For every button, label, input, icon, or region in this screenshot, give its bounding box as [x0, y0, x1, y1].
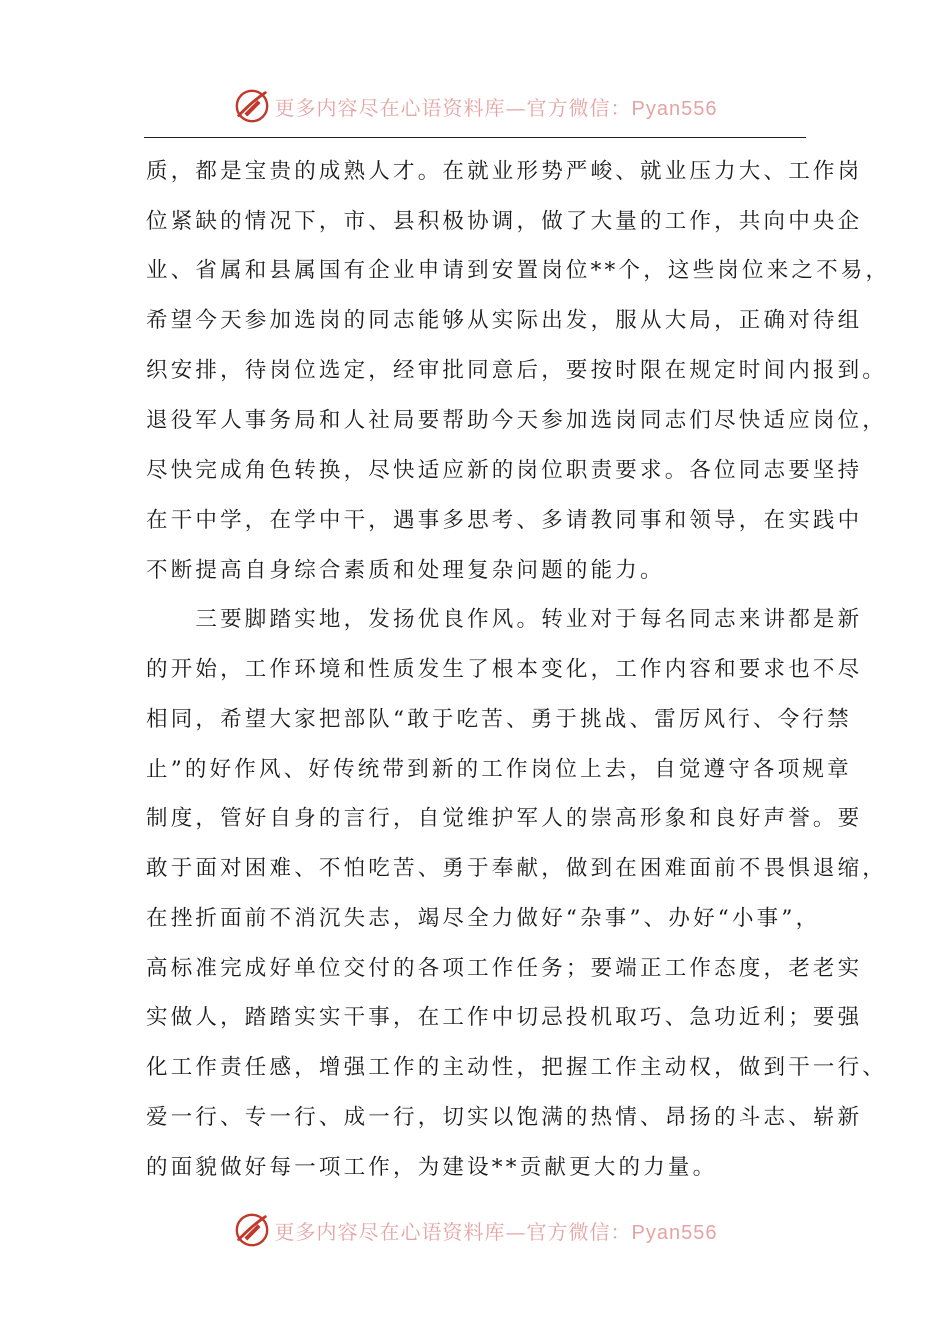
header-divider [144, 137, 806, 138]
text-line: 织安排，待岗位选定，经审批同意后，要按时限在规定时间内报到。 [146, 358, 888, 383]
text-line: 业、省属和县属国有企业申请到安置岗位**个，这些岗位来之不易， [146, 258, 891, 283]
text-line: 质，都是宝贵的成熟人才。在就业形势严峻、就业压力大、工作岗 [146, 159, 863, 184]
text-line: 的开始，工作环境和性质发生了根本变化，工作内容和要求也不尽 [146, 657, 863, 682]
header-text: 更多内容尽在心语资料库—官方微信：Pyan556 [274, 95, 718, 120]
text-line: 制度，管好自身的言行，自觉维护军人的崇高形象和良好声誉。要 [146, 806, 863, 831]
text-line: 爱一行、专一行、成一行，切实以饱满的热情、昂扬的斗志、崭新 [146, 1105, 863, 1130]
text-line: 高标准完成好单位交付的各项工作任务；要端正工作态度，老老实 [146, 956, 863, 981]
text-line: 退役军人事务局和人社局要帮助今天参加选岗同志们尽快适应岗位， [146, 408, 888, 433]
footer-banner [0, 1208, 950, 1252]
pen-logo-icon [233, 87, 271, 125]
text-line: 尽快完成角色转换，尽快适应新的岗位职责要求。各位同志要坚持 [146, 458, 863, 483]
text-line: 敢于面对困难、不怕吃苦、勇于奉献，做到在困难面前不畏惧退缩， [146, 856, 888, 881]
text-line: 在干中学，在学中干，遇事多思考、多请教同事和领导，在实践中 [146, 508, 863, 533]
pen-logo-icon [233, 1211, 271, 1249]
text-line: 止”的好作风、好传统带到新的工作岗位上去，自觉遵守各项规章 [146, 757, 852, 782]
text-line: 在挫折面前不消沉失志，竭尽全力做好“杂事”、办好“小事”， [146, 906, 821, 931]
text-line: 相同，希望大家把部队“敢于吃苦、勇于挑战、雷厉风行、令行禁 [146, 707, 852, 732]
text-line: 希望今天参加选岗的同志能够从实际出发，服从大局，正确对待组 [146, 308, 863, 333]
footer-text: 更多内容尽在心语资料库—官方微信：Pyan556 [274, 1219, 718, 1244]
text-line: 位紧缺的情况下，市、县积极协调，做了大量的工作，共向中央企 [146, 209, 863, 234]
text-line: 实做人，踏踏实实干事，在工作中切忌投机取巧、急功近利；要强 [146, 1005, 863, 1030]
text-line: 的面貌做好每一项工作，为建设**贡献更大的力量。 [146, 1155, 718, 1180]
text-line: 化工作责任感，增强工作的主动性，把握工作主动权，做到干一行、 [146, 1055, 888, 1080]
text-line: 三要脚踏实地，发扬优良作风。转业对于每名同志来讲都是新 [146, 607, 863, 632]
header-banner [0, 84, 950, 128]
text-line: 不断提高自身综合素质和处理复杂问题的能力。 [146, 558, 665, 583]
